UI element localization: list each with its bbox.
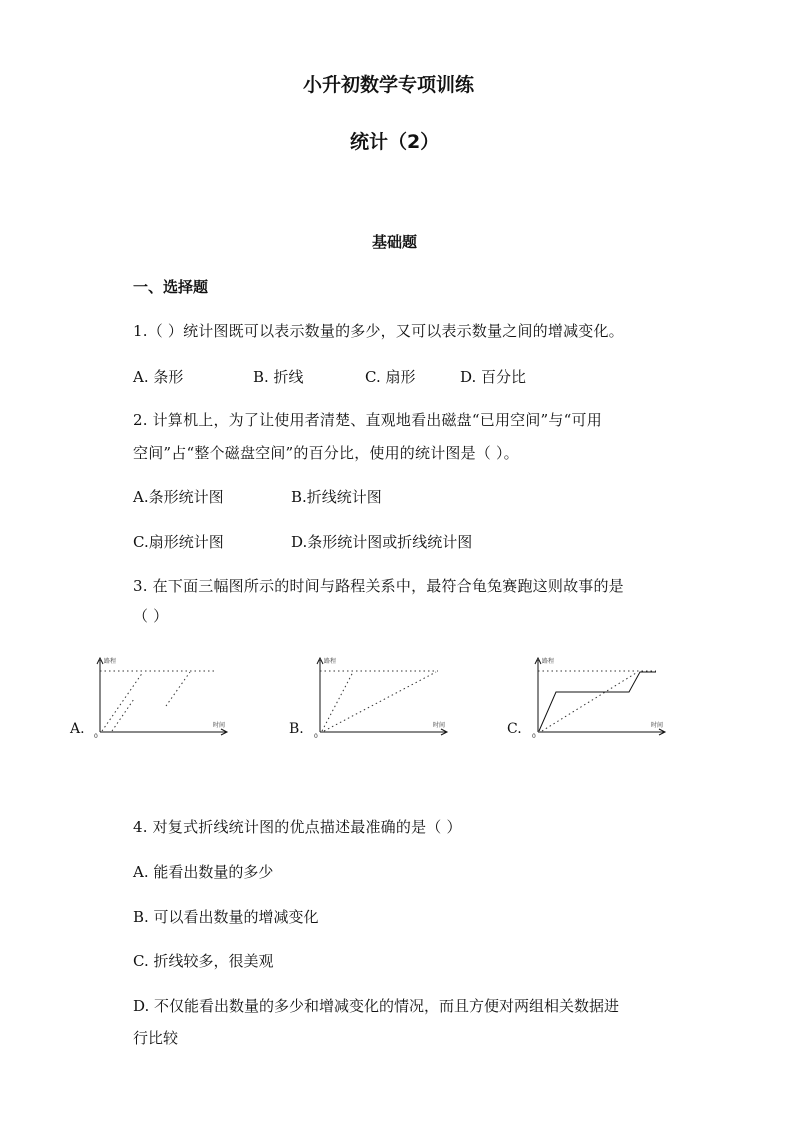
graph-b-origin-label: 0 (314, 733, 318, 740)
graph-a-hare-line (102, 672, 143, 731)
graph-a-label: A. (70, 721, 85, 737)
question-1-option-b: B. 折线 (253, 368, 304, 386)
graph-b (308, 652, 456, 740)
question-4-option-a: A. 能看出数量的多少 (133, 863, 274, 881)
question-1-text: 1.（ ）统计图既可以表示数量的多少，又可以表示数量之间的增减变化。 (133, 322, 624, 340)
question-4-text: 4. 对复式折线统计图的优点描述最准确的是（ ） (133, 818, 462, 836)
graph-b-y-label: 路程 (324, 658, 337, 665)
graph-b-label: B. (289, 721, 304, 737)
graph-a-origin-label: 0 (94, 733, 98, 740)
graph-c-label: C. (507, 721, 522, 737)
graph-a-y-label: 路程 (104, 658, 117, 665)
question-2-line-2: 空间”占“整个磁盘空间”的百分比，使用的统计图是（ ）。 (133, 444, 519, 462)
graph-a-tortoise-line-2 (166, 672, 190, 706)
question-4-option-c: C. 折线较多，很美观 (133, 952, 274, 970)
question-4-option-b: B. 可以看出数量的增减变化 (133, 908, 319, 926)
graph-c (526, 652, 674, 740)
graph-b-tortoise-line (324, 672, 436, 731)
graph-c-origin-label: 0 (532, 733, 536, 740)
question-3-line-2: （ ） (133, 607, 169, 625)
graph-b-hare-line (322, 672, 353, 731)
question-2-option-b: B.折线统计图 (291, 488, 382, 506)
graph-c-hare-line (539, 672, 656, 731)
question-1-option-d: D. 百分比 (460, 368, 527, 386)
graph-a-tortoise-line-1 (112, 699, 134, 731)
question-1-option-c: C. 扇形 (365, 368, 416, 386)
part-heading: 一、选择题 (133, 278, 209, 296)
question-4-option-d-line-2: 行比较 (133, 1029, 179, 1047)
question-1-option-a: A. 条形 (133, 368, 184, 386)
section-heading: 基础题 (372, 233, 418, 251)
page-title: 小升初数学专项训练 (303, 74, 475, 96)
graph-a (88, 652, 236, 740)
graph-c-tortoise-line (542, 673, 636, 731)
graph-b-x-label: 时间 (433, 722, 446, 729)
graph-c-x-label: 时间 (651, 722, 664, 729)
graph-c-y-label: 路程 (542, 658, 555, 665)
question-2-option-d: D.条形统计图或折线统计图 (291, 533, 473, 551)
question-2-line-1: 2. 计算机上，为了让使用者清楚、直观地看出磁盘“已用空间”与“可用 (133, 411, 602, 429)
question-4-option-d-line-1: D. 不仅能看出数量的多少和增减变化的情况，而且方便对两组相关数据进 (133, 997, 620, 1015)
question-2-option-c: C.扇形统计图 (133, 533, 224, 551)
page-subtitle: 统计（2） (350, 131, 440, 153)
question-2-option-a: A.条形统计图 (133, 488, 224, 506)
graph-a-x-label: 时间 (213, 722, 226, 729)
question-3-line-1: 3. 在下面三幅图所示的时间与路程关系中，最符合龟兔赛跑这则故事的是 (133, 577, 624, 595)
